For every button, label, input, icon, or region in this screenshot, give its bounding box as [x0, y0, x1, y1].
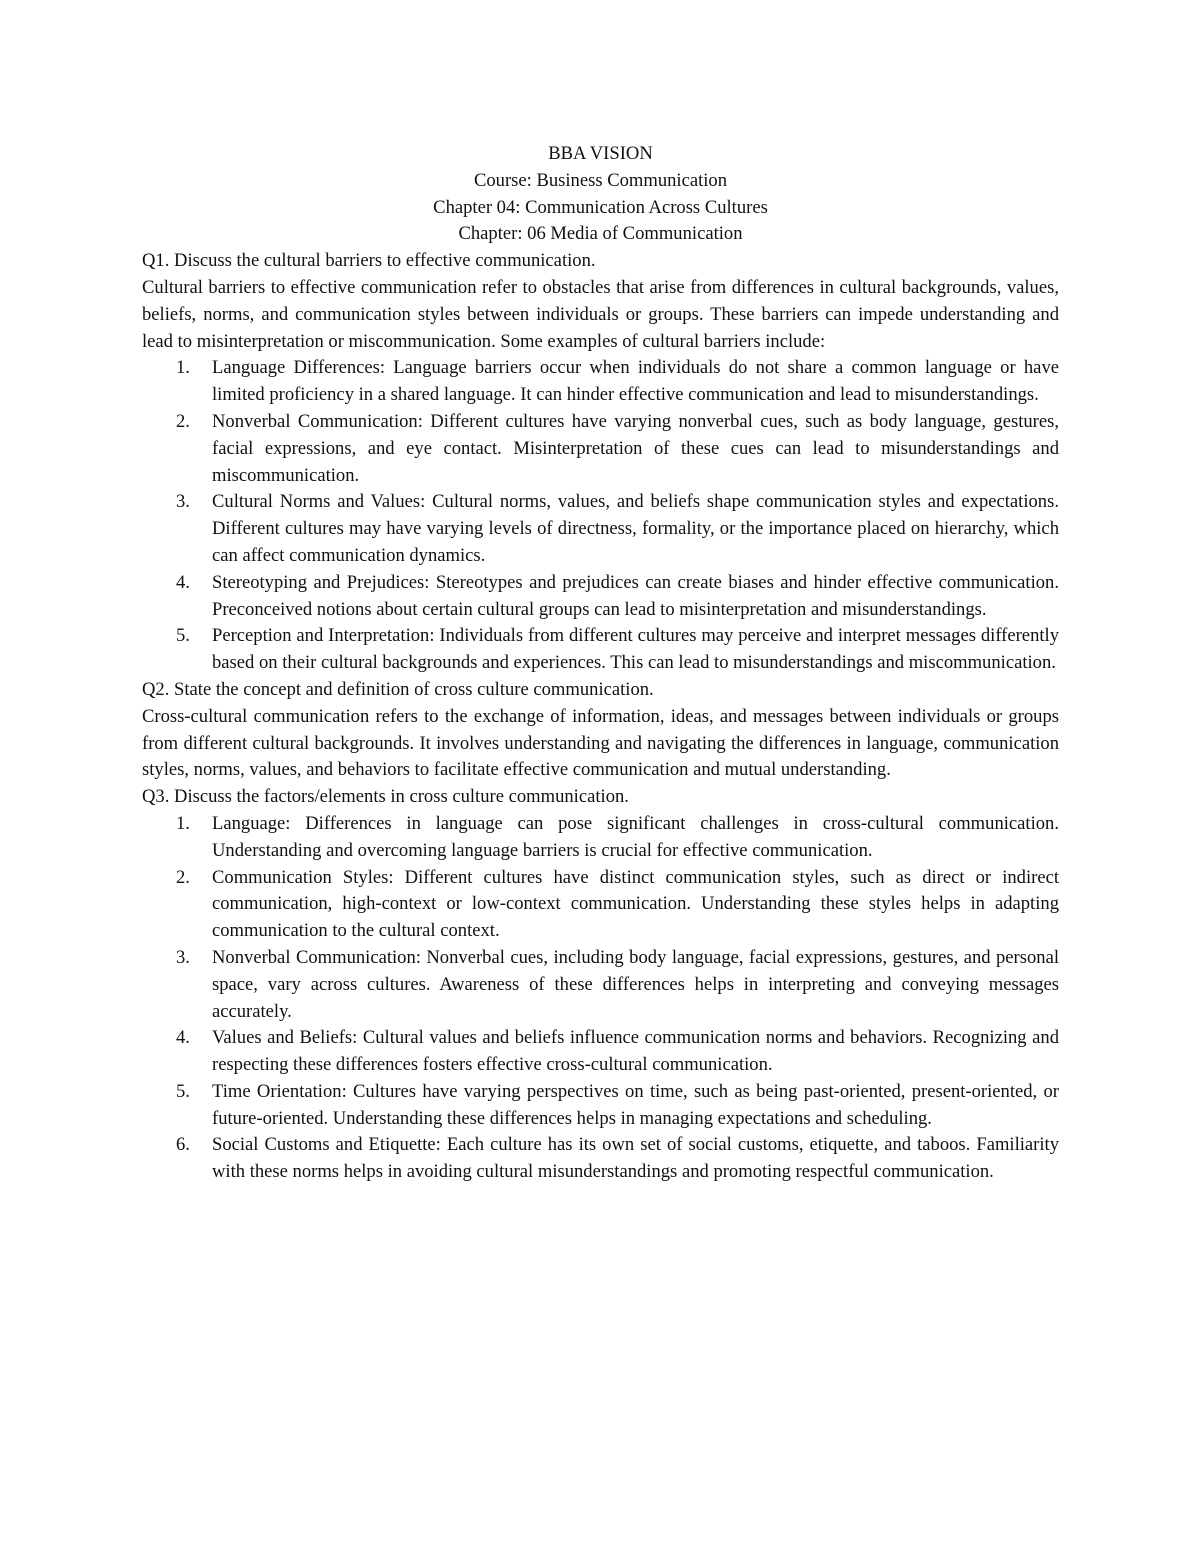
course-line: Course: Business Communication: [473, 169, 728, 191]
q1-question: Q1. Discuss the cultural barriers to effective communication.: [142, 250, 596, 272]
q3-question: Q3. Discuss the factors/elements in cross culture communication.: [142, 786, 629, 808]
q3-list-item: [142, 865, 1059, 945]
list-number: 5.: [176, 1080, 190, 1102]
q1-list-item: [142, 570, 1059, 624]
list-number: 3.: [176, 946, 190, 968]
list-number: 2.: [176, 410, 190, 432]
list-number: 4.: [176, 571, 190, 593]
q1-list: [142, 355, 1059, 677]
list-item-text: Stereotyping and Prejudices: Stereotypes and prejudices can create biases and hinder effective communication. Preconceived notions about certain cultural groups can lead to misinterpretation and misunderstandings.: [212, 571, 1059, 620]
list-number: 1.: [176, 357, 190, 379]
q1-list-item: [142, 409, 1059, 489]
list-number: 4.: [176, 1027, 190, 1049]
q2-answer: Cross-cultural communication refers to the exchange of information, ideas, and messages between individuals or groups from different cultural backgrounds. It involves understanding and navigating the differences in language, communication styles, norms, values, and behaviors to facilitate effective communication and mutual understanding.: [142, 705, 1059, 781]
q3-list-item: [142, 1025, 1059, 1079]
list-number: 1.: [176, 812, 190, 834]
list-item-text: Social Customs and Etiquette: Each culture has its own set of social customs, etiquette, and taboos. Familiarity with these norms helps in avoiding cultural misunderstandings and promoting respectful communication.: [212, 1134, 1059, 1183]
list-item-text: Perception and Interpretation: Individuals from different cultures may perceive and interpret messages differently based on their cultural backgrounds and experiences. This can lead to misunderstandings and miscommunication.: [212, 625, 1059, 674]
list-item-text: Nonverbal Communication: Nonverbal cues, including body language, facial expressions, gestures, and personal space, vary across cultures. Awareness of these differences helps in interpreting and conveying messages accurately.: [212, 946, 1059, 1022]
q3-list: [142, 811, 1059, 1186]
list-item-text: Nonverbal Communication: Different cultures have varying nonverbal cues, such as body language, gestures, facial expressions, and eye contact. Misinterpretation of these cues can lead to misunderstandings and miscommunication.: [212, 410, 1059, 486]
list-item-text: Cultural Norms and Values: Cultural norms, values, and beliefs shape communication styles and expectations. Different cultures may have varying levels of directness, formality, or the importance placed on hierarchy, which can affect communication dynamics.: [212, 491, 1059, 566]
q3-list-item: [142, 945, 1059, 1025]
chapter-line-04: Chapter 04: Communication Across Cultures: [433, 196, 768, 218]
list-item-text: Time Orientation: Cultures have varying perspectives on time, such as being past-oriented, present-oriented, or future-oriented. Understanding these differences helps in managing expectations and scheduling.: [212, 1080, 1059, 1129]
q3-list-item: [142, 1132, 1059, 1186]
q3-list-item: [142, 1079, 1059, 1133]
q1-intro: Cultural barriers to effective communication refer to obstacles that arise from differences in cultural backgrounds, values, beliefs, norms, and communication styles between individuals or groups. These barriers can impede understanding and lead to misinterpretation or miscommunication. Some examples of cultural barriers include:: [142, 276, 1059, 352]
list-item-text: Values and Beliefs: Cultural values and beliefs influence communication norms and behaviors. Recognizing and respecting these differences fosters effective cross-cultural communication.: [212, 1027, 1059, 1076]
list-number: 6.: [176, 1134, 190, 1156]
q2-question: Q2. State the concept and definition of cross culture communication.: [142, 678, 654, 700]
q1-list-item: [142, 489, 1059, 569]
list-item-text: Language: Differences in language can pose significant challenges in cross-cultural communication. Understanding and overcoming language barriers is crucial for effective communication.: [212, 812, 1059, 861]
q3-list-item: [142, 811, 1059, 865]
list-number: 3.: [176, 491, 190, 513]
document-title: BBA VISION: [548, 143, 653, 164]
q1-list-item: [142, 355, 1059, 409]
document-page: [142, 141, 1059, 1186]
chapter-line-06: Chapter: 06 Media of Communication: [458, 223, 743, 245]
q1-list-item: [142, 623, 1059, 677]
list-number: 5.: [176, 625, 190, 647]
list-number: 2.: [176, 866, 190, 888]
list-item-text: Language Differences: Language barriers occur when individuals do not share a common language or have limited proficiency in a shared language. It can hinder effective communication and lead to misunderstandings.: [212, 357, 1059, 406]
list-item-text: Communication Styles: Different cultures have distinct communication styles, such as direct or indirect communication, high-context or low-context communication. Understanding these styles helps in adapting communication to the cultural context.: [212, 866, 1059, 942]
